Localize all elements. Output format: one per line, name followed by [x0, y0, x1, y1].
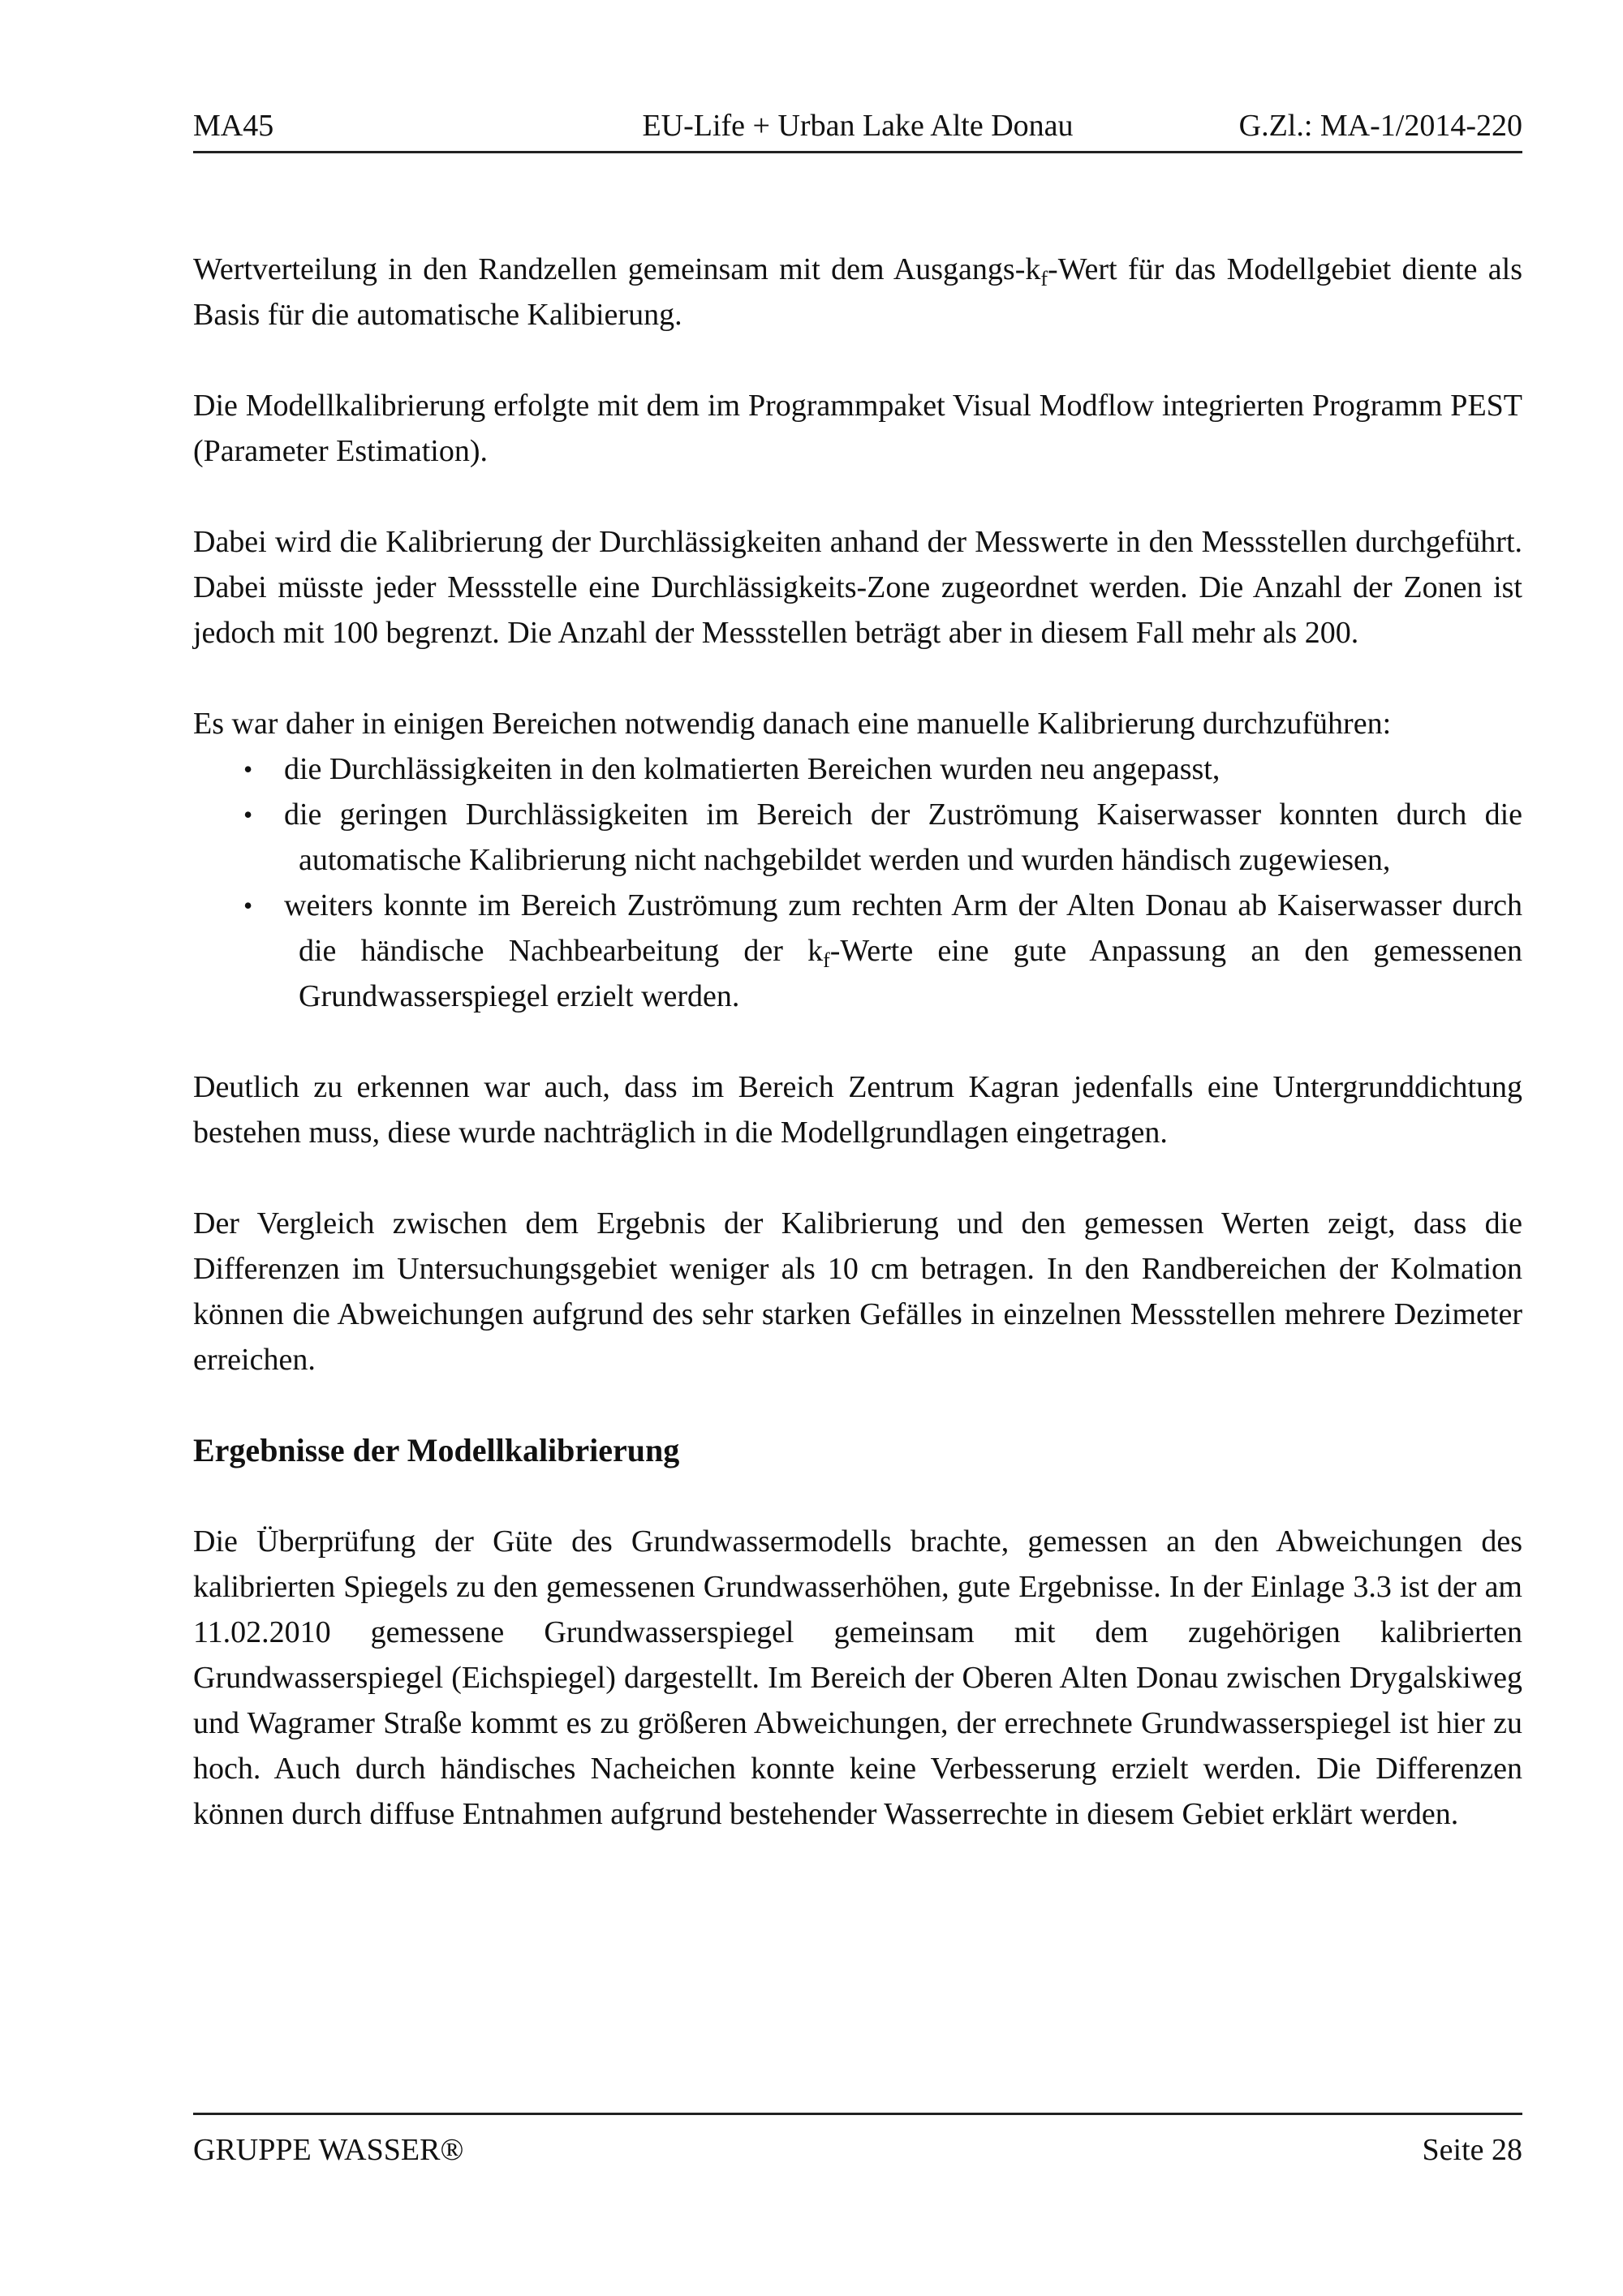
page-header [193, 105, 1522, 153]
header-reference: G.Zl.: MA-1/2014-220 [1238, 109, 1522, 143]
bullet-list [193, 746, 1522, 1019]
page-footer [193, 2113, 1522, 2172]
paragraph-3: Dabei wird die Kalibrierung der Durchlässigkeiten anhand der Messwerte in den Messstellen durchgeführt. Dabei müsste jeder Messstelle eine Durchlässigkeits-Zone zugeordnet werden. Die Anzahl der Zonen ist jedoch mit 100 begrenzt. Die Anzahl der Messstellen beträgt aber in diesem Fall mehr als 200. [193, 525, 1522, 650]
section-heading: Ergebnisse der Modellkalibrierung [193, 1432, 680, 1468]
footer-company: GRUPPE WASSER® [193, 2133, 464, 2167]
bullet-icon: • [243, 800, 253, 829]
paragraph-2: Die Modellkalibrierung erfolgte mit dem im Programmpaket Visual Modflow integrierten Programm PEST (Parameter Estimation). [193, 389, 1522, 468]
paragraph-7: Die Überprüfung der Güte des Grundwassermodells brachte, gemessen an den Abweichungen des kalibrierten Spiegels zu den gemessenen Grundwasserhöhen, gute Ergebnisse. In der Einlage 3.3 ist der am 11.02.2010 gemessene Grundwasserspiegel gemeinsam mit dem zugehörigen kalibrierten Grundwasserspiegel (Eichspiegel) dargestellt. Im Bereich der Oberen Alten Donau zwischen Drygalskiweg und Wagramer Straße kommt es zu größeren Abweichungen, der errechnete Grundwasserspiegel ist hier zu hoch. Auch durch händisches Nacheichen konnte keine Verbesserung erzielt werden. Die Differenzen können durch diffuse Entnahmen aufgrund bestehender Wasserrechte in diesem Gebiet erklärt werden. [193, 1524, 1522, 1831]
paragraph-1: Wertverteilung in den Randzellen gemeinsam mit dem Ausgangs-$k_f$-Wert für das Modellgebiet diente als Basis für die automatische Kalibierung. [193, 252, 1522, 332]
paragraph-5: Deutlich zu erkennen war auch, dass im Bereich Zentrum Kagran jedenfalls eine Untergrunddichtung bestehen muss, diese wurde nachträglich in die Modellgrundlagen eingetragen. [193, 1070, 1522, 1150]
header-left: MA45 [193, 109, 274, 143]
bullet-icon: • [243, 755, 253, 784]
list-item: • die geringen Durchlässigkeiten im Bereich der Zuströmung Kaiserwasser konnten durch die automatische Kalibrierung nicht nachgebildet werden und wurden händisch zugewiesen, [193, 792, 1522, 883]
document-body [193, 247, 1522, 1882]
paragraph-4-intro: Es war daher in einigen Bereichen notwendig danach eine manuelle Kalibrierung durchzuführen: [193, 707, 1392, 741]
header-title: EU-Life + Urban Lake Alte Donau [642, 109, 1074, 143]
list-item: • die Durchlässigkeiten in den kolmatierten Bereichen wurden neu angepasst, [193, 746, 1522, 792]
bullet-icon: • [243, 891, 253, 920]
paragraph-6: Der Vergleich zwischen dem Ergebnis der Kalibrierung und den gemessen Werten zeigt, dass die Differenzen im Untersuchungsgebiet weniger als 10 cm betragen. In den Randbereichen der Kolmation können die Abweichungen aufgrund des sehr starken Gefälles in einzelnen Messstellen mehrere Dezimeter erreichen. [193, 1206, 1522, 1377]
page-number: Seite 28 [1422, 2133, 1522, 2167]
list-item: • weiters konnte im Bereich Zuströmung zum rechten Arm der Alten Donau ab Kaiserwasser durch die händische Nachbearbeitung der $k_f$-Werte eine gute Anpassung an den gemessenen Grundwasserspiegel erzielt werden. [193, 883, 1522, 1019]
